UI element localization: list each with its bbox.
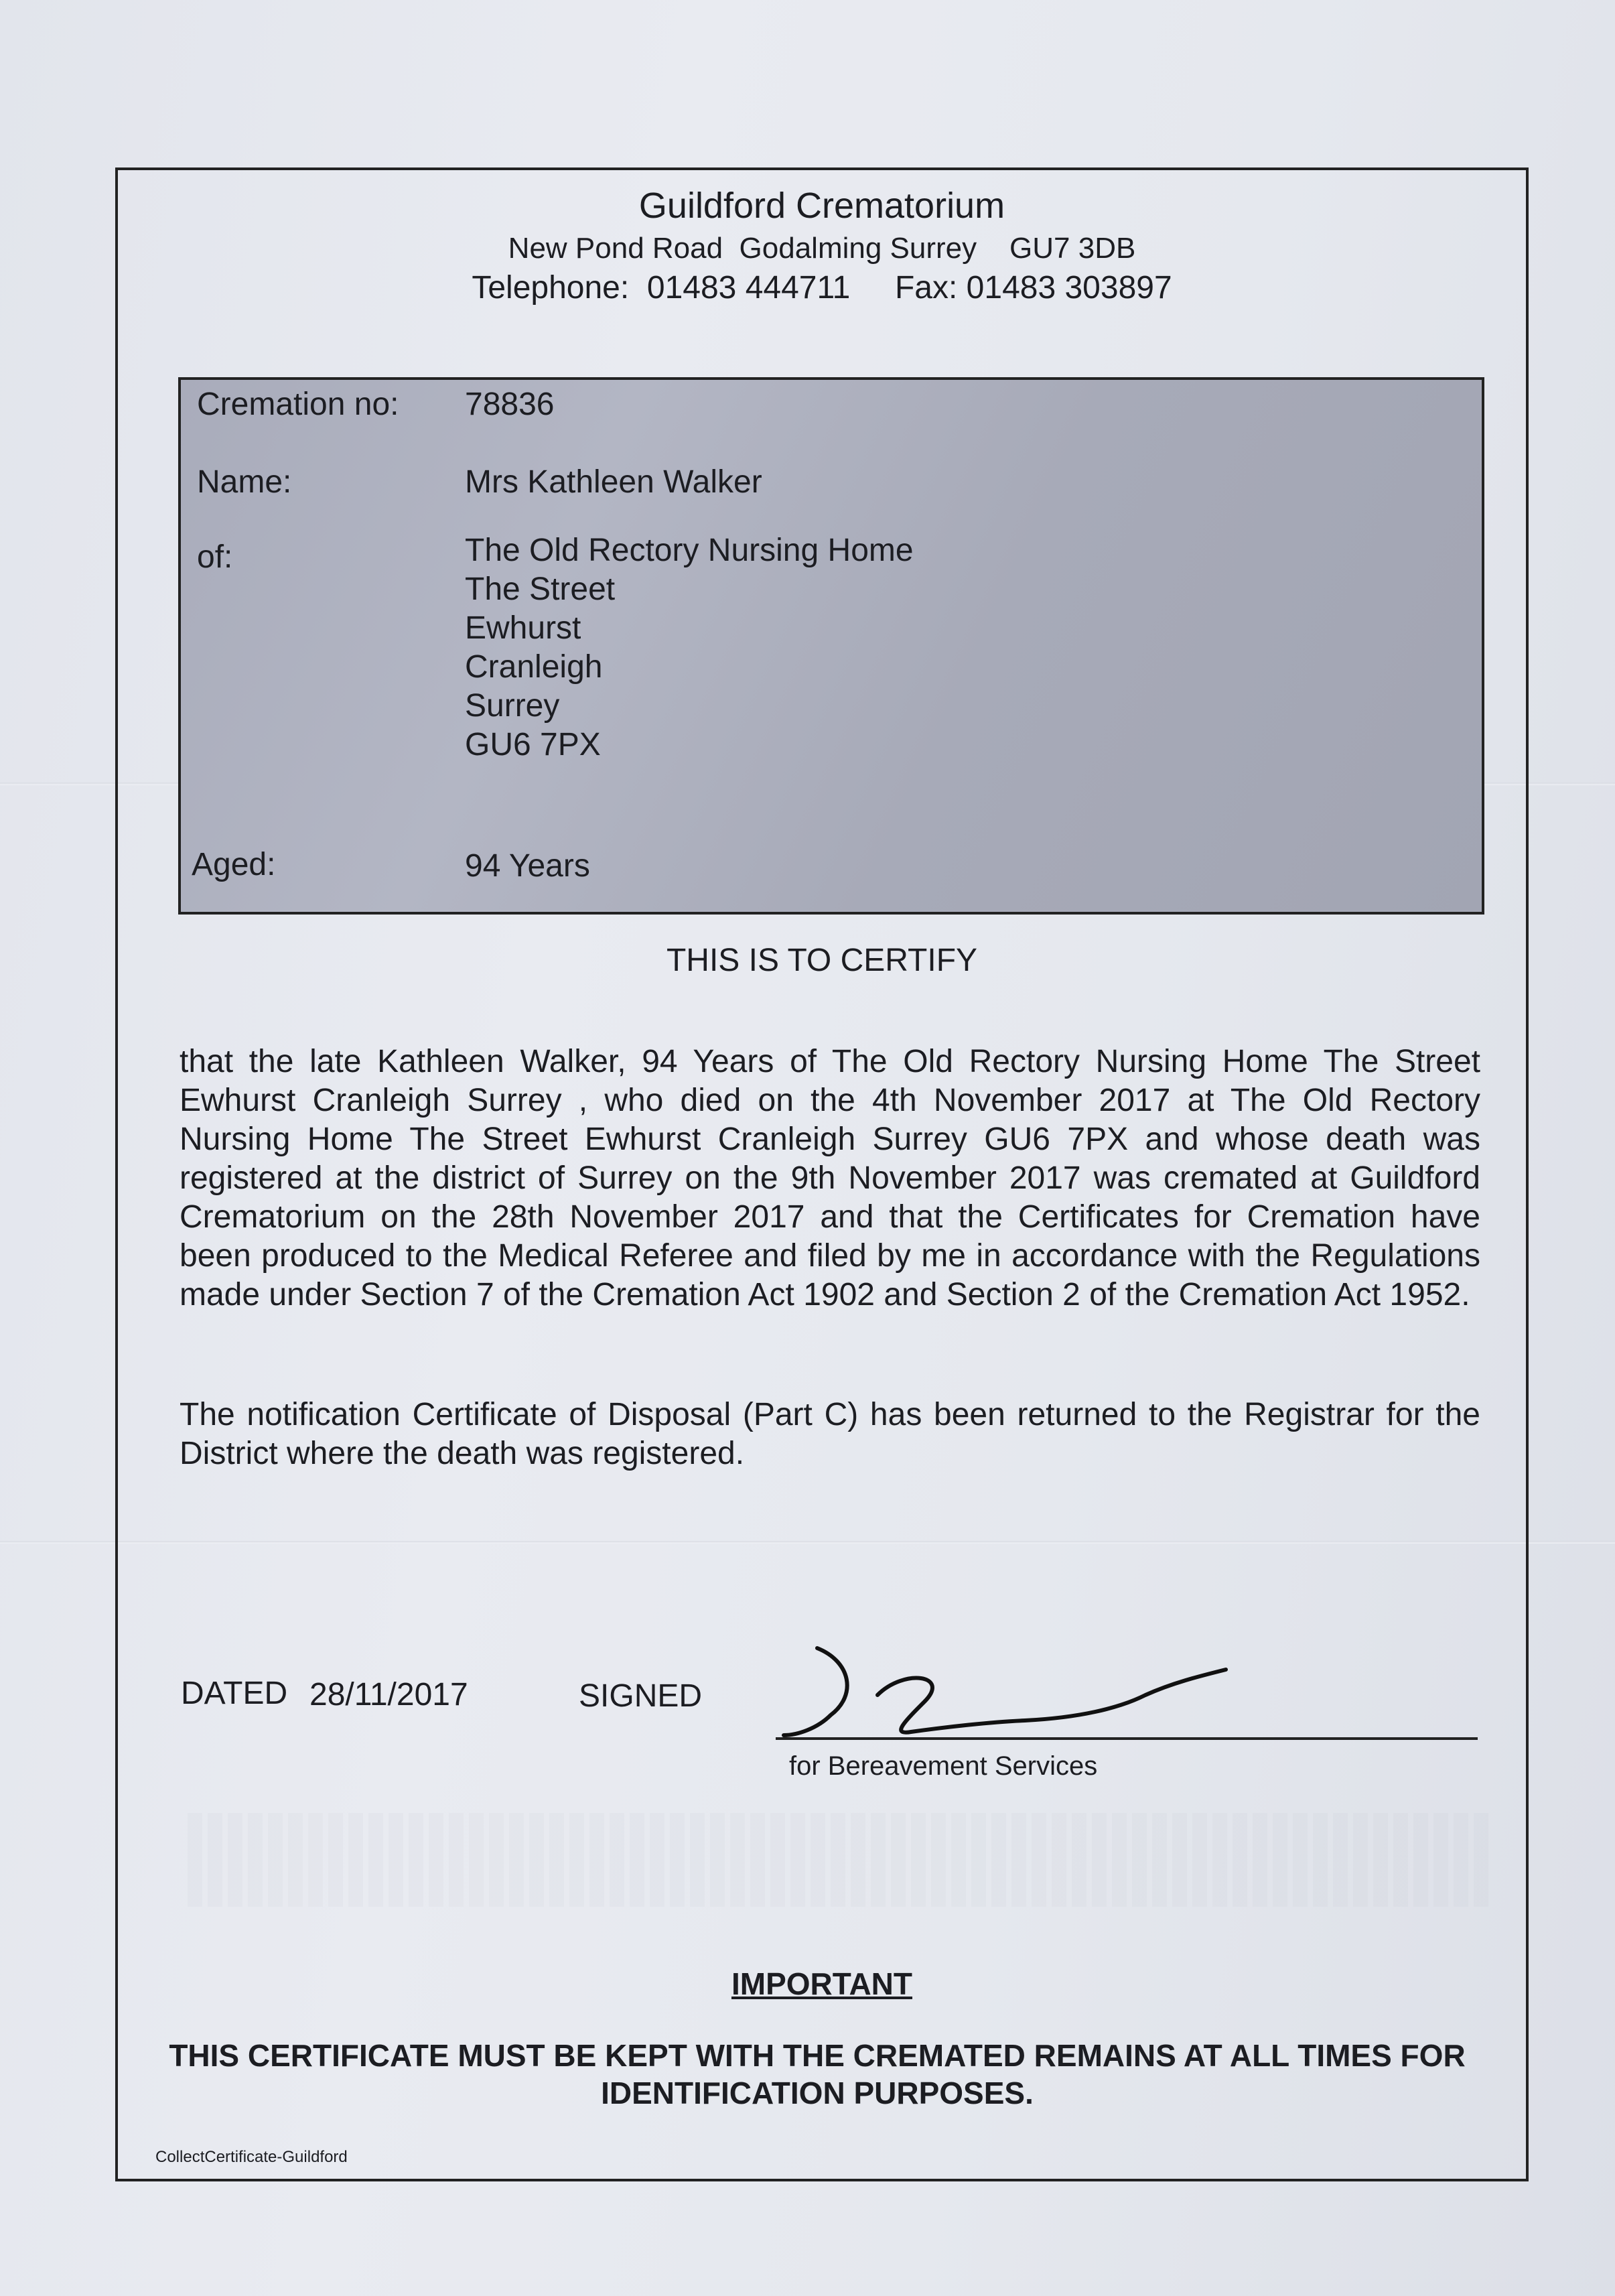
disposal-notice-paragraph: The notification Certificate of Disposal (Part C) has been returned to the Registrar for the District where the death was registered. xyxy=(180,1397,1480,1471)
crematorium-contact: Telephone: 01483 444711 Fax: 01483 303897 xyxy=(472,270,1172,306)
important-heading: IMPORTANT xyxy=(731,1966,912,2001)
address-line: Cranleigh xyxy=(465,649,603,685)
address-line: GU6 7PX xyxy=(465,727,601,762)
aged-label: Aged: xyxy=(192,847,276,882)
crematorium-name: Guildford Crematorium xyxy=(638,186,1005,226)
address-line: The Old Rectory Nursing Home xyxy=(465,533,914,568)
footer-reference: CollectCertificate-Guildford xyxy=(155,2148,348,2166)
letterhead xyxy=(115,182,1529,308)
name-value: Mrs Kathleen Walker xyxy=(465,464,762,500)
of-label: of: xyxy=(197,539,233,575)
important-notice: THIS CERTIFICATE MUST BE KEPT WITH THE CREMATED REMAINS AT ALL TIMES FOR IDENTIFICATION PURPOSES. xyxy=(169,2038,1466,2110)
signed-for-caption: for Bereavement Services xyxy=(789,1751,1098,1781)
address-line: Surrey xyxy=(465,688,560,724)
cremation-no-value: 78836 xyxy=(465,387,555,422)
signed-label: SIGNED xyxy=(579,1678,703,1714)
address-line: Ewhurst xyxy=(465,610,581,646)
dated-label: DATED xyxy=(181,1676,288,1711)
dated-value: 28/11/2017 xyxy=(309,1677,468,1712)
signature-line xyxy=(776,1737,1478,1740)
deceased-details-box xyxy=(178,377,1484,915)
name-label: Name: xyxy=(197,464,292,500)
aged-value: 94 Years xyxy=(465,848,590,884)
address-line: The Street xyxy=(465,571,616,607)
cremation-no-label: Cremation no: xyxy=(197,387,399,422)
crematorium-address: New Pond Road Godalming Surrey GU7 3DB xyxy=(508,232,1136,265)
certification-paragraph: that the late Kathleen Walker, 94 Years of The Old Rectory Nursing Home The Street Ewhurst Cranleigh Surrey , who died on the 4th November 2017 at The Old Rectory Nursing Home The Street Ewhurst Cranleigh Surrey GU6 7PX and whose death was registered at the district of Surrey on the 9th November 2017 was cremated at Guildford Crematorium on the 28th November 2017 and that the Certificates for Cremation have been produced to the Medical Referee and filed by me in accordance with the Regulations made under Section 7 of the Cremation Act 1902 and Section 2 of the Cremation Act 1952. xyxy=(180,1044,1480,1312)
certify-heading: THIS IS TO CERTIFY xyxy=(666,943,978,978)
show-through-text xyxy=(188,1813,1494,1907)
